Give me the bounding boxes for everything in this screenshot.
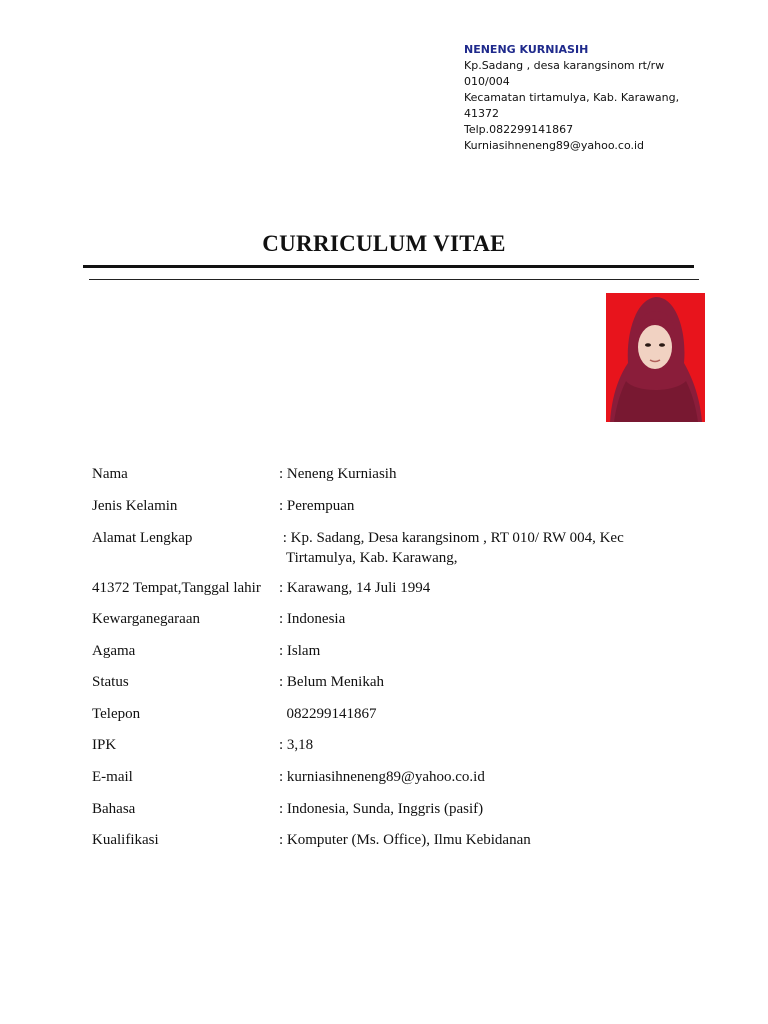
- contact-email: Kurniasihneneng89@yahoo.co.id: [464, 139, 645, 152]
- field-value: : Karawang, 14 Juli 1994: [279, 580, 431, 596]
- left-eye: [645, 343, 651, 347]
- field-value: : 3,18: [279, 737, 314, 753]
- field-value: : Kp. Sadang, Desa karangsinom , RT 010/ RW 004, Kec: [279, 530, 624, 546]
- field-label: Nama: [92, 466, 128, 482]
- title-rule-thin: [89, 279, 699, 280]
- field-label: Telepon: [92, 706, 141, 722]
- field-value: : Belum Menikah: [279, 674, 384, 690]
- profile-photo: [606, 293, 705, 422]
- contact-address-line4: 41372: [464, 107, 499, 120]
- field-label: Bahasa: [92, 801, 136, 817]
- field-value: : Neneng Kurniasih: [279, 466, 397, 482]
- field-label: Jenis Kelamin: [92, 498, 178, 514]
- field-value: : Perempuan: [279, 498, 355, 514]
- contact-address-line2: 010/004: [464, 75, 510, 88]
- field-label: E-mail: [92, 769, 133, 785]
- contact-address-line3: Kecamatan tirtamulya, Kab. Karawang,: [464, 91, 680, 104]
- field-value: : Islam: [279, 643, 321, 659]
- field-value-continuation: Tirtamulya, Kab. Karawang,: [286, 550, 458, 566]
- field-value: : kurniasihneneng89@yahoo.co.id: [279, 769, 485, 785]
- contact-address-line1: Kp.Sadang , desa karangsinom rt/rw: [464, 59, 665, 72]
- field-label: Kualifikasi: [92, 832, 159, 848]
- field-value: : Indonesia, Sunda, Inggris (pasif): [279, 801, 484, 817]
- face: [638, 325, 672, 369]
- field-label: Alamat Lengkap: [92, 530, 193, 546]
- field-value: : Indonesia: [279, 611, 346, 627]
- contact-phone: Telp.082299141867: [464, 123, 574, 136]
- contact-name: NENENG KURNIASIH: [464, 43, 589, 56]
- contact-block: [464, 42, 694, 154]
- field-label: Agama: [92, 643, 136, 659]
- field-label: IPK: [92, 737, 117, 753]
- document-title: CURRICULUM VITAE: [262, 231, 506, 256]
- field-value: 082299141867: [279, 706, 377, 722]
- field-value: : Komputer (Ms. Office), Ilmu Kebidanan: [279, 832, 531, 848]
- field-label: 41372 Tempat,Tanggal lahir: [92, 580, 261, 596]
- right-eye: [659, 343, 665, 347]
- field-label: Status: [92, 674, 129, 690]
- field-label: Kewarganegaraan: [92, 611, 200, 627]
- title-rule-thick: [83, 265, 694, 268]
